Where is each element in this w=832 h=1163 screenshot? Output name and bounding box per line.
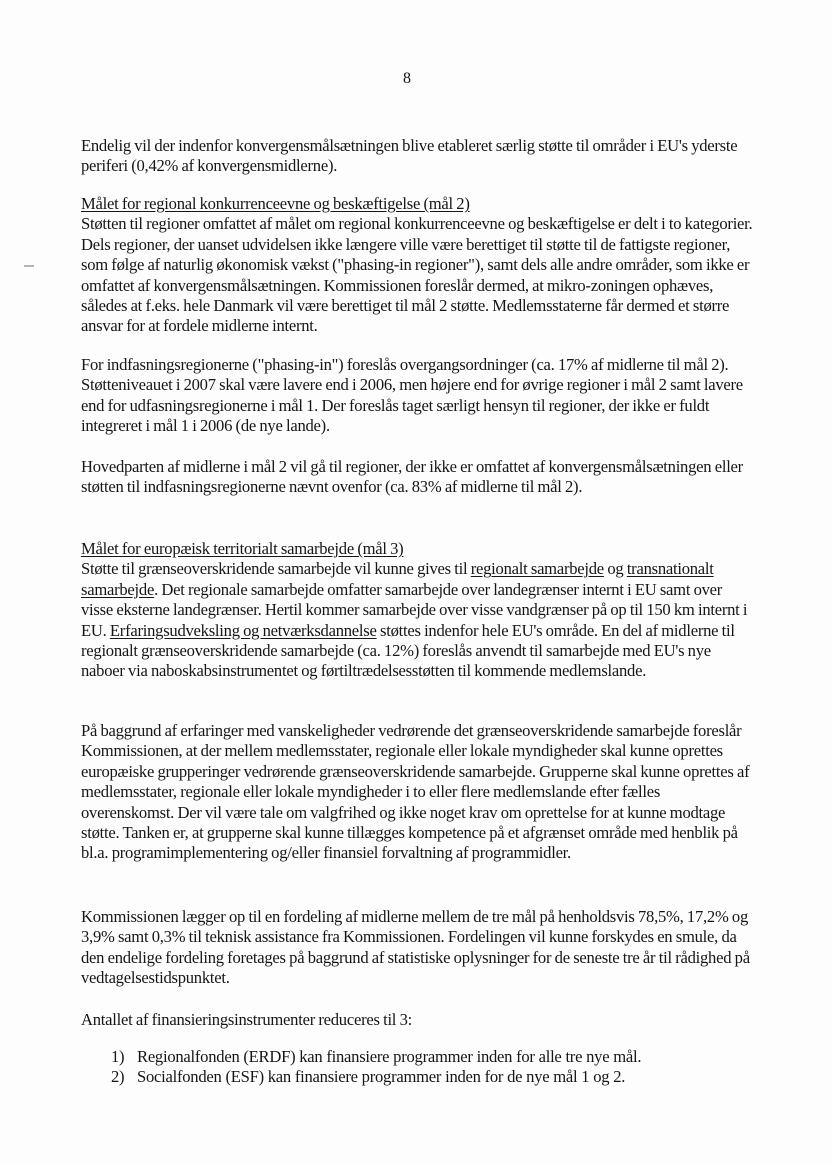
- section-goal3-body: [81, 559, 753, 681]
- instruments-text: Antallet af finansieringsinstrumenter reduceres til 3:: [81, 1010, 412, 1029]
- distribution-text: Kommissionen lægger op til en fordeling af midlerne mellem de tre mål på henholdsvis 78,5%, 17,2% og 3,9% samt 0,3% til teknisk assistance fra Kommissionen. Fordelingen vil kunne forskydes en smule, da den endelige fordeling foretages på baggrund af statistiske oplysninger for de seneste tre år til rådighed på vedtagelsestidspunktet.: [81, 907, 750, 988]
- distribution-paragraph: [81, 907, 753, 989]
- scan-artifact-mark: [24, 265, 34, 267]
- intro-paragraph: [81, 136, 753, 177]
- phasing-in-paragraph: [81, 355, 753, 437]
- list-item-text: Regionalfonden (ERDF) kan finansiere programmer inden for alle tre nye mål.: [137, 1047, 642, 1066]
- goal3-text-1: Støtte til grænseoverskridende samarbejde vil kunne gives til: [81, 559, 471, 579]
- groupings-text: På baggrund af erfaringer med vanskeligheder vedrørende det grænseoverskridende samarbejde foreslår Kommissionen, at der mellem medlemsstater, regionale eller lokale myndigheder skal kunne oprettes europæiske grupperinger vedrørende grænseoverskridende samarbejde. Grupperne skal kunne oprettes af medlemsstater, regionale eller lokale myndigheder i to eller flere medlemslande efter fælles overenskomst. Der vil være tale om valgfrihed og ikke noget krav om oprettelse for at kunne modtage støtte. Tanken er, at grupperne skal kunne tillægges kompetence på et afgrænset område med henblik på bl.a. programimplementering og/eller finansiel forvaltning af programmidler.: [81, 721, 750, 863]
- section-goal2: [81, 194, 753, 337]
- section-goal3: [81, 539, 753, 682]
- instruments-paragraph: [81, 1010, 753, 1030]
- list-item-text: Socialfonden (ESF) kan finansiere programmer inden for de nye mål 1 og 2.: [137, 1067, 626, 1087]
- groupings-paragraph: [81, 721, 753, 864]
- underlined-term-exchange: Erfaringsudveksling og netværksdannelse: [109, 620, 377, 640]
- section-goal3-heading: Målet for europæisk territorialt samarbejde (mål 3): [81, 539, 404, 558]
- underlined-term-transnational: transnationalt samarbejde: [81, 559, 714, 599]
- phasing-in-text: For indfasningsregionerne ("phasing-in") foreslås overgangsordninger (ca. 17% af midlerne til mål 2). Støtteniveauet i 2007 skal være lavere end i 2006, men højere end for øvrige regioner i mål 2 samt lavere end for udfasningsregionerne i mål 1. Der foreslås taget særligt hensyn til regioner, der ikke er fuldt integreret i mål 1 i 2006 (de nye lande).: [81, 355, 743, 436]
- list-item: [111, 1047, 731, 1067]
- main-part-paragraph: [81, 457, 753, 498]
- main-part-text: Hovedparten af midlerne i mål 2 vil gå til regioner, der ikke er omfattet af konvergensmålsætningen eller støtten til indfasningsregionerne nævnt ovenfor (ca. 83% af midlerne til mål 2).: [81, 457, 743, 497]
- list-item: [111, 1067, 731, 1087]
- underlined-term-regional: regionalt samarbejde: [470, 559, 604, 579]
- section-goal2-body: Støtten til regioner omfattet af målet om regional konkurrenceevne og beskæftigelse er delt i to kategorier. Dels regioner, der uanset udvidelsen ikke længere ville være berettiget til støtte til de fattigste regioner, som følge af naturlig økonomisk vækst ("phasing-in regioner"), samt dels alle andre områder, som ikke er omfattet af konvergensmålsætningen. Kommissionen foreslår dermed, at mikro-zoningen ophæves, således at f.eks. hele Danmark vil være berettiget til mål 2 støtte. Medlemsstaterne får dermed et større ansvar for at fordele midlerne internt.: [81, 214, 753, 336]
- goal3-text-2: og: [603, 559, 627, 579]
- intro-text: Endelig vil der indenfor konvergensmålsætningen blive etableret særlig støtte til områder i EU's yderste periferi (0,42% af konvergensmidlerne).: [81, 136, 738, 176]
- page-number: 8: [403, 70, 411, 87]
- goal3-text-3: . Det regionale samarbejde omfatter samarbejde over landegrænser internt i EU samt over visse eksterne landegrænser. Hertil kommer samarbejde over visse vandgrænser på op til 150 km internt i EU.: [81, 579, 748, 640]
- instruments-list: [111, 1047, 731, 1088]
- goal3-text-4: støttes indenfor hele EU's område. En del af midlerne til regionalt grænseoverskridende samarbejde (ca. 12%) foreslås anvendt til samarbejde med EU's nye naboer via naboskabsinstrumentet og førtiltrædelsesstøtten til kommende medlemslande.: [81, 620, 735, 681]
- list-item-number: 2): [111, 1067, 125, 1087]
- list-item-number: 1): [111, 1047, 125, 1066]
- section-goal2-heading: Målet for regional konkurrenceevne og beskæftigelse (mål 2): [81, 194, 470, 213]
